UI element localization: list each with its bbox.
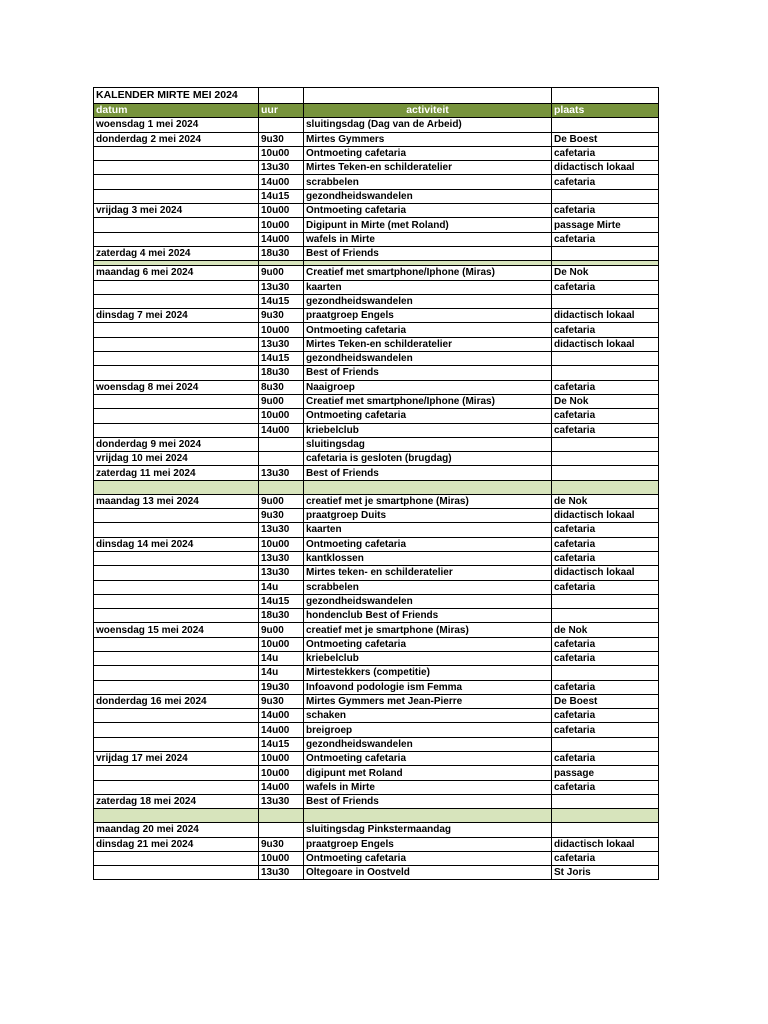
cell-plaats (552, 823, 659, 837)
cell-uur: 13u30 (259, 523, 304, 537)
table-row (94, 637, 659, 651)
table-row (94, 623, 659, 637)
cell-activiteit: Ontmoeting cafetaria (304, 323, 552, 337)
table-row (94, 737, 659, 751)
table-row (94, 709, 659, 723)
cell-activiteit: Mirtes Gymmers (304, 132, 552, 146)
cell-activiteit: praatgroep Duits (304, 509, 552, 523)
cell-plaats: cafetaria (552, 637, 659, 651)
cell-uur: 10u00 (259, 851, 304, 865)
cell-plaats (552, 189, 659, 203)
cell-plaats: De Nok (552, 266, 659, 280)
table-row (94, 823, 659, 837)
cell-activiteit: gezondheidswandelen (304, 594, 552, 608)
cell-plaats: didactisch lokaal (552, 566, 659, 580)
cell-uur: 9u00 (259, 394, 304, 408)
cell-activiteit: kantklossen (304, 551, 552, 565)
table-row (94, 232, 659, 246)
table-row (94, 837, 659, 851)
cell-activiteit: Best of Friends (304, 246, 552, 260)
cell-activiteit: wafels in Mirte (304, 780, 552, 794)
cell-activiteit: Oltegoare in Oostveld (304, 866, 552, 880)
cell-uur: 14u00 (259, 780, 304, 794)
cell-datum (94, 423, 259, 437)
cell-uur (259, 437, 304, 451)
cell-activiteit: Ontmoeting cafetaria (304, 204, 552, 218)
cell-datum (94, 866, 259, 880)
table-row (94, 218, 659, 232)
cell-datum: dinsdag 14 mei 2024 (94, 537, 259, 551)
cell-plaats: didactisch lokaal (552, 161, 659, 175)
table-row (94, 409, 659, 423)
table-row (94, 494, 659, 508)
cell-uur: 14u00 (259, 723, 304, 737)
cell-plaats: didactisch lokaal (552, 337, 659, 351)
table-row (94, 118, 659, 132)
cell-activiteit: gezondheidswandelen (304, 189, 552, 203)
cell-uur: 10u00 (259, 752, 304, 766)
cell-activiteit: Best of Friends (304, 794, 552, 808)
cell-plaats: cafetaria (552, 580, 659, 594)
title-blank-cell (552, 88, 659, 104)
table-row (94, 580, 659, 594)
cell-activiteit: Digipunt in Mirte (met Roland) (304, 218, 552, 232)
table-row (94, 723, 659, 737)
cell-uur: 18u30 (259, 366, 304, 380)
cell-uur: 18u30 (259, 609, 304, 623)
cell-datum (94, 594, 259, 608)
cell-datum: donderdag 2 mei 2024 (94, 132, 259, 146)
cell-datum: dinsdag 21 mei 2024 (94, 837, 259, 851)
cell-uur: 9u30 (259, 309, 304, 323)
cell-datum (94, 366, 259, 380)
cell-uur: 9u00 (259, 623, 304, 637)
separator-cell (552, 480, 659, 494)
cell-activiteit: Mirtes Teken-en schilderatelier (304, 337, 552, 351)
table-row (94, 132, 659, 146)
cell-plaats: St Joris (552, 866, 659, 880)
cell-datum (94, 337, 259, 351)
cell-uur: 13u30 (259, 161, 304, 175)
cell-uur (259, 823, 304, 837)
calendar-table (93, 87, 659, 880)
cell-plaats: cafetaria (552, 752, 659, 766)
cell-plaats: didactisch lokaal (552, 509, 659, 523)
cell-plaats: cafetaria (552, 680, 659, 694)
calendar-body (94, 88, 659, 880)
cell-plaats: didactisch lokaal (552, 837, 659, 851)
cell-datum (94, 580, 259, 594)
separator-cell (304, 809, 552, 823)
cell-uur: 14u15 (259, 189, 304, 203)
cell-activiteit: Infoavond podologie ism Femma (304, 680, 552, 694)
cell-activiteit: praatgroep Engels (304, 309, 552, 323)
cell-datum: woensdag 15 mei 2024 (94, 623, 259, 637)
cell-activiteit: kaarten (304, 280, 552, 294)
cell-uur: 14u15 (259, 352, 304, 366)
cell-uur: 13u30 (259, 337, 304, 351)
cell-datum: vrijdag 3 mei 2024 (94, 204, 259, 218)
cell-activiteit: scrabbelen (304, 580, 552, 594)
cell-plaats (552, 466, 659, 480)
table-row (94, 246, 659, 260)
table-row (94, 380, 659, 394)
cell-plaats: cafetaria (552, 280, 659, 294)
cell-datum (94, 651, 259, 665)
cell-uur: 14u15 (259, 594, 304, 608)
table-row (94, 780, 659, 794)
cell-datum: donderdag 9 mei 2024 (94, 437, 259, 451)
cell-datum: maandag 20 mei 2024 (94, 823, 259, 837)
cell-uur: 14u (259, 651, 304, 665)
cell-activiteit: gezondheidswandelen (304, 352, 552, 366)
cell-plaats (552, 294, 659, 308)
cell-datum (94, 766, 259, 780)
cell-plaats (552, 794, 659, 808)
cell-plaats: cafetaria (552, 232, 659, 246)
table-row (94, 366, 659, 380)
cell-datum (94, 551, 259, 565)
cell-datum (94, 218, 259, 232)
cell-uur: 9u30 (259, 132, 304, 146)
table-row (94, 466, 659, 480)
cell-datum: vrijdag 17 mei 2024 (94, 752, 259, 766)
table-row (94, 309, 659, 323)
cell-activiteit: gezondheidswandelen (304, 737, 552, 751)
cell-datum: woensdag 8 mei 2024 (94, 380, 259, 394)
cell-plaats: cafetaria (552, 380, 659, 394)
cell-datum: dinsdag 7 mei 2024 (94, 309, 259, 323)
table-row (94, 509, 659, 523)
cell-activiteit: Ontmoeting cafetaria (304, 146, 552, 160)
cell-plaats (552, 452, 659, 466)
cell-uur: 13u30 (259, 566, 304, 580)
table-row (94, 566, 659, 580)
table-row (94, 175, 659, 189)
cell-datum: vrijdag 10 mei 2024 (94, 452, 259, 466)
cell-activiteit: sluitingsdag Pinkstermaandag (304, 823, 552, 837)
header-plaats: plaats (552, 104, 659, 118)
table-row (94, 204, 659, 218)
cell-datum (94, 680, 259, 694)
cell-activiteit: Mirtes Gymmers met Jean-Pierre (304, 694, 552, 708)
header-uur: uur (259, 104, 304, 118)
cell-plaats: cafetaria (552, 423, 659, 437)
cell-activiteit: kaarten (304, 523, 552, 537)
cell-uur: 9u30 (259, 509, 304, 523)
cell-uur: 14u15 (259, 737, 304, 751)
cell-uur: 9u00 (259, 266, 304, 280)
table-row (94, 266, 659, 280)
cell-activiteit: Naaigroep (304, 380, 552, 394)
cell-uur: 10u00 (259, 637, 304, 651)
cell-uur: 13u30 (259, 794, 304, 808)
cell-plaats: passage Mirte (552, 218, 659, 232)
cell-plaats: cafetaria (552, 146, 659, 160)
cell-activiteit: scrabbelen (304, 175, 552, 189)
cell-plaats: cafetaria (552, 409, 659, 423)
table-row (94, 337, 659, 351)
table-row (94, 294, 659, 308)
cell-datum (94, 294, 259, 308)
cell-activiteit: digipunt met Roland (304, 766, 552, 780)
cell-uur: 10u00 (259, 766, 304, 780)
cell-activiteit: Ontmoeting cafetaria (304, 637, 552, 651)
cell-datum (94, 175, 259, 189)
cell-uur: 14u (259, 666, 304, 680)
cell-plaats: cafetaria (552, 723, 659, 737)
separator-cell (94, 480, 259, 494)
cell-activiteit: Best of Friends (304, 366, 552, 380)
cell-datum: maandag 13 mei 2024 (94, 494, 259, 508)
table-row (94, 146, 659, 160)
cell-activiteit: breigroep (304, 723, 552, 737)
table-row (94, 423, 659, 437)
calendar-title: KALENDER MIRTE MEI 2024 (94, 88, 259, 104)
cell-datum (94, 609, 259, 623)
cell-activiteit: Mirtes Teken-en schilderatelier (304, 161, 552, 175)
cell-datum: zaterdag 4 mei 2024 (94, 246, 259, 260)
cell-uur: 13u30 (259, 466, 304, 480)
cell-datum (94, 780, 259, 794)
cell-plaats (552, 366, 659, 380)
cell-uur: 13u30 (259, 280, 304, 294)
cell-plaats: cafetaria (552, 204, 659, 218)
cell-activiteit: schaken (304, 709, 552, 723)
cell-plaats: cafetaria (552, 709, 659, 723)
cell-activiteit: sluitingsdag (304, 437, 552, 451)
separator-cell (259, 809, 304, 823)
table-row (94, 280, 659, 294)
cell-uur: 10u00 (259, 146, 304, 160)
table-row (94, 323, 659, 337)
cell-datum (94, 146, 259, 160)
cell-plaats: de Nok (552, 623, 659, 637)
table-row (94, 394, 659, 408)
cell-uur: 14u15 (259, 294, 304, 308)
table-row (94, 752, 659, 766)
cell-plaats: cafetaria (552, 651, 659, 665)
cell-datum (94, 709, 259, 723)
header-datum: datum (94, 104, 259, 118)
cell-activiteit: kriebelclub (304, 651, 552, 665)
cell-plaats (552, 737, 659, 751)
table-row (94, 794, 659, 808)
cell-activiteit: Ontmoeting cafetaria (304, 409, 552, 423)
cell-datum (94, 161, 259, 175)
cell-activiteit: kriebelclub (304, 423, 552, 437)
table-row (94, 594, 659, 608)
cell-uur: 9u30 (259, 837, 304, 851)
header-row (94, 104, 659, 118)
cell-plaats: De Boest (552, 694, 659, 708)
cell-plaats: cafetaria (552, 323, 659, 337)
cell-activiteit: gezondheidswandelen (304, 294, 552, 308)
cell-plaats (552, 594, 659, 608)
cell-plaats: cafetaria (552, 175, 659, 189)
cell-plaats: cafetaria (552, 851, 659, 865)
cell-activiteit: Creatief met smartphone/Iphone (Miras) (304, 266, 552, 280)
table-row (94, 651, 659, 665)
title-blank-cell (304, 88, 552, 104)
cell-datum (94, 323, 259, 337)
separator-cell (94, 809, 259, 823)
cell-datum (94, 409, 259, 423)
cell-uur: 14u (259, 580, 304, 594)
title-blank-cell (259, 88, 304, 104)
cell-datum (94, 851, 259, 865)
cell-uur: 8u30 (259, 380, 304, 394)
cell-datum: maandag 6 mei 2024 (94, 266, 259, 280)
cell-plaats (552, 118, 659, 132)
cell-datum (94, 394, 259, 408)
cell-datum (94, 666, 259, 680)
table-row (94, 437, 659, 451)
table-row (94, 452, 659, 466)
cell-uur (259, 452, 304, 466)
cell-plaats: De Nok (552, 394, 659, 408)
table-row (94, 680, 659, 694)
cell-plaats (552, 352, 659, 366)
cell-activiteit: Ontmoeting cafetaria (304, 851, 552, 865)
cell-activiteit: creatief met je smartphone (Miras) (304, 494, 552, 508)
cell-plaats: de Nok (552, 494, 659, 508)
cell-plaats: cafetaria (552, 537, 659, 551)
cell-activiteit: sluitingsdag (Dag van de Arbeid) (304, 118, 552, 132)
cell-uur: 10u00 (259, 218, 304, 232)
table-row (94, 523, 659, 537)
cell-uur: 19u30 (259, 680, 304, 694)
cell-datum (94, 637, 259, 651)
cell-datum (94, 723, 259, 737)
cell-plaats: cafetaria (552, 780, 659, 794)
cell-uur: 9u00 (259, 494, 304, 508)
cell-datum (94, 352, 259, 366)
cell-activiteit: praatgroep Engels (304, 837, 552, 851)
cell-activiteit: wafels in Mirte (304, 232, 552, 246)
cell-datum (94, 523, 259, 537)
cell-uur: 13u30 (259, 866, 304, 880)
cell-uur (259, 118, 304, 132)
cell-plaats: didactisch lokaal (552, 309, 659, 323)
cell-uur: 13u30 (259, 551, 304, 565)
table-row (94, 694, 659, 708)
cell-activiteit: Mirtestekkers (competitie) (304, 666, 552, 680)
cell-datum (94, 189, 259, 203)
cell-uur: 14u00 (259, 175, 304, 189)
cell-activiteit: Best of Friends (304, 466, 552, 480)
table-row (94, 189, 659, 203)
table-row (94, 666, 659, 680)
cell-uur: 14u00 (259, 423, 304, 437)
cell-uur: 9u30 (259, 694, 304, 708)
table-row (94, 851, 659, 865)
cell-datum: zaterdag 18 mei 2024 (94, 794, 259, 808)
cell-datum (94, 280, 259, 294)
cell-uur: 14u00 (259, 709, 304, 723)
cell-activiteit: creatief met je smartphone (Miras) (304, 623, 552, 637)
table-row (94, 161, 659, 175)
cell-plaats (552, 437, 659, 451)
cell-uur: 18u30 (259, 246, 304, 260)
cell-datum (94, 566, 259, 580)
cell-plaats: cafetaria (552, 523, 659, 537)
cell-datum: woensdag 1 mei 2024 (94, 118, 259, 132)
cell-datum: donderdag 16 mei 2024 (94, 694, 259, 708)
cell-activiteit: Creatief met smartphone/Iphone (Miras) (304, 394, 552, 408)
table-row (94, 551, 659, 565)
cell-plaats (552, 609, 659, 623)
separator-cell (304, 480, 552, 494)
cell-uur: 10u00 (259, 323, 304, 337)
table-row (94, 866, 659, 880)
cell-plaats: cafetaria (552, 551, 659, 565)
cell-datum (94, 232, 259, 246)
cell-datum (94, 509, 259, 523)
cell-uur: 10u00 (259, 409, 304, 423)
header-activiteit: activiteit (304, 104, 552, 118)
separator-cell (552, 809, 659, 823)
table-row (94, 609, 659, 623)
table-row (94, 766, 659, 780)
cell-activiteit: hondenclub Best of Friends (304, 609, 552, 623)
cell-datum: zaterdag 11 mei 2024 (94, 466, 259, 480)
cell-datum (94, 737, 259, 751)
title-row (94, 88, 659, 104)
week-separator (94, 480, 659, 494)
table-row (94, 352, 659, 366)
cell-uur: 14u00 (259, 232, 304, 246)
cell-plaats: passage (552, 766, 659, 780)
cell-plaats (552, 666, 659, 680)
cell-plaats: De Boest (552, 132, 659, 146)
cell-activiteit: Ontmoeting cafetaria (304, 537, 552, 551)
separator-cell (259, 480, 304, 494)
week-separator (94, 809, 659, 823)
cell-activiteit: Mirtes teken- en schilderatelier (304, 566, 552, 580)
cell-activiteit: cafetaria is gesloten (brugdag) (304, 452, 552, 466)
table-row (94, 537, 659, 551)
cell-plaats (552, 246, 659, 260)
cell-activiteit: Ontmoeting cafetaria (304, 752, 552, 766)
cell-uur: 10u00 (259, 204, 304, 218)
cell-uur: 10u00 (259, 537, 304, 551)
